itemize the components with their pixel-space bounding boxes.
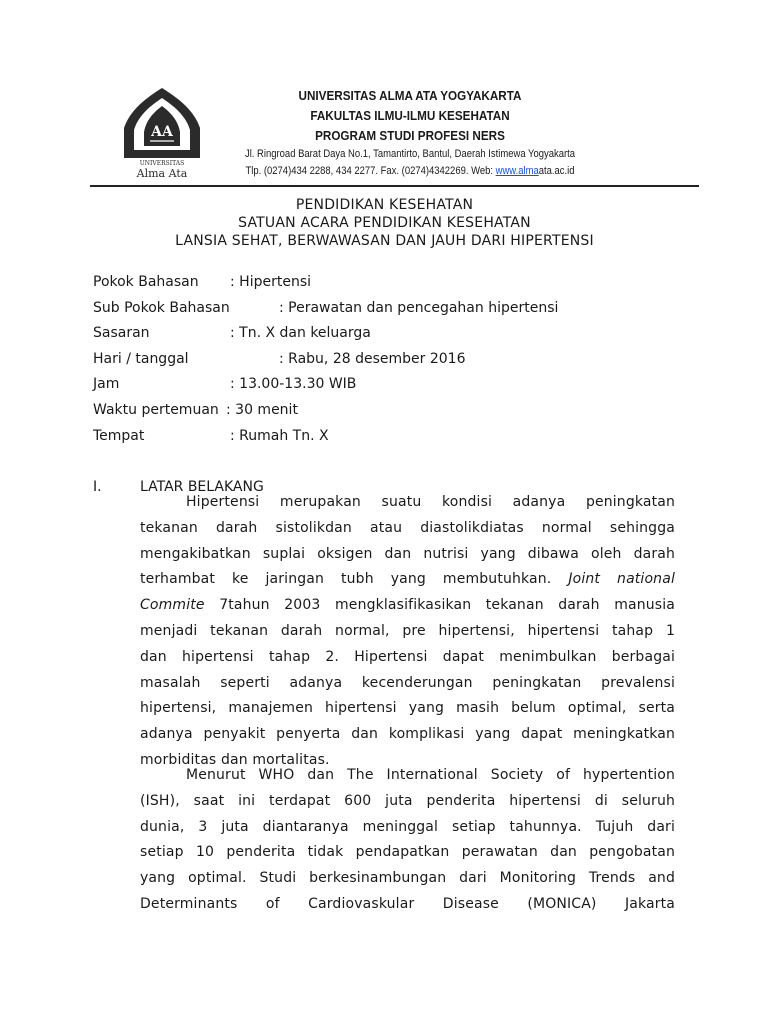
section-title: LATAR BELAKANG [140, 479, 264, 495]
meta-label: Waktu pertemuan [93, 401, 219, 418]
meta-label: Sasaran [93, 325, 150, 342]
faculty-name: FAKULTAS ILMU-ILMU KESEHATAN [310, 108, 510, 123]
title-line-3: LANSIA SEHAT, BERWAWASAN DAN JAUH DARI HIPERTENSI [175, 233, 594, 249]
title-line-2: SATUAN ACARA PENDIDIKAN KESEHATAN [238, 215, 531, 231]
text-line: mengakibatkan suplai oksigen dan nutrisi yang dibawa oleh darah [140, 545, 675, 562]
meta-value: : Rabu, 28 desember 2016 [279, 350, 466, 367]
website-link[interactable]: www.alma [495, 165, 539, 177]
meta-label: Hari / tanggal [93, 350, 189, 367]
meta-value: : Tn. X dan keluarga [230, 325, 371, 342]
text-line: adanya penyakit penyerta dan komplikasi yang dapat meningkatkan [140, 726, 675, 743]
letterhead [210, 86, 610, 180]
text-span: terhambat ke jaringan tubh yang membutuhkan. [140, 571, 569, 588]
text-line [140, 593, 675, 619]
italic-term: Joint national [568, 571, 675, 588]
meta-label: Sub Pokok Bahasan [93, 299, 230, 316]
contact-text: Tlp. (0274)434 2288, 434 2277. Fax. (0274)4342269. Web: [245, 165, 496, 177]
text-line: Menurut WHO dan The International Society of hypertention [186, 767, 675, 783]
text-line: morbiditas dan mortalitas. [140, 751, 330, 768]
meta-value: : Hipertensi [230, 274, 311, 290]
text-line: setiap 10 penderita tidak pendapatkan perawatan dan pengobatan [140, 844, 675, 861]
text-line: (ISH), saat ini terdapat 600 juta penderita hipertensi di seluruh [140, 792, 675, 809]
text-line [140, 567, 675, 593]
text-line: yang optimal. Studi berkesinambungan dari Monitoring Trends and [140, 870, 675, 887]
program-name: PROGRAM STUDI PROFESI NERS [315, 128, 505, 143]
contact-line [238, 163, 582, 180]
text-span: 7tahun 2003 mengklasifikasikan tekanan darah manusia [204, 597, 675, 614]
text-line: menjadi tekanan darah normal, pre hipertensi, hipertensi tahap 1 [140, 622, 675, 639]
text-line: tekanan darah sistolikdan atau diastolikdiatas normal sehingga [140, 519, 675, 536]
title-line-1: PENDIDIKAN KESEHATAN [295, 197, 474, 213]
text-line: hipertensi, manajemen hipertensi yang masih belum optimal, serta [140, 700, 675, 717]
address: Jl. Ringroad Barat Daya No.1, Tamantirto, Bantul, Daerah Istimewa Yogyakarta [244, 148, 576, 160]
document-titles [90, 196, 679, 250]
text-line: dunia, 3 juta diantaranya meninggal setiap tahunnya. Tujuh dari [140, 818, 675, 835]
paragraph-1 [140, 490, 675, 774]
text-line: dan hipertensi tahap 2. Hipertensi dapat menimbulkan berbagai [140, 648, 675, 665]
italic-term: Commite [140, 597, 205, 614]
header-divider [90, 185, 699, 187]
university-name: UNIVERSITAS ALMA ATA YOGYAKARTA [298, 88, 522, 103]
meta-label: Jam [93, 376, 120, 393]
text-line: Determinants of Cardiovaskular Disease (MONICA) Jakarta [140, 895, 675, 912]
svg-text:UNIVERSITAS: UNIVERSITAS [139, 160, 185, 167]
svg-text:AA: AA [151, 124, 173, 140]
meta-value: : 30 menit [226, 401, 298, 418]
section-number: I. [93, 479, 102, 495]
meta-label: Pokok Bahasan [93, 274, 199, 290]
text-line: Hipertensi merupakan suatu kondisi adanya peningkatan [186, 494, 675, 510]
meta-label: Tempat [93, 427, 145, 444]
svg-text:Alma Ata: Alma Ata [136, 167, 188, 180]
meta-value: : Perawatan dan pencegahan hipertensi [279, 299, 559, 316]
meta-value: : 13.00-13.30 WIB [230, 376, 357, 393]
text-line: masalah seperti adanya kecenderungan peningkatan prevalensi [140, 674, 675, 691]
university-logo [116, 84, 208, 180]
website-suffix: ata.ac.id [538, 165, 575, 177]
paragraph-2 [140, 763, 675, 918]
meta-value: : Rumah Tn. X [230, 427, 329, 444]
